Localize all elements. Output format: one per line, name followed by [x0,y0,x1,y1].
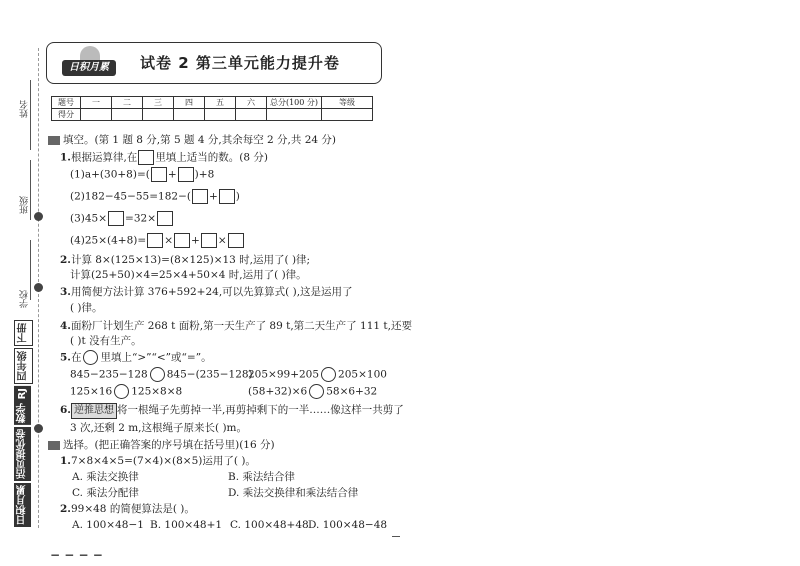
answer-box[interactable] [201,233,217,248]
q6-line2: 3 次,还剩 2 m,这根绳子原来长( )m。 [70,422,247,434]
school-label: 学校 [20,290,30,308]
s2-q1-stem: 1.7×8×4×5=(7×4)×(8×5)运用了( )。 [60,455,256,467]
strip-subject: 数学 RJ [14,386,31,425]
strip-logo: 日积月累 [14,483,31,527]
side-strip [14,320,30,525]
brand-logo [62,46,120,80]
q6-line1: 6. 逆推思想 将一根绳子先剪掉一半,再剪掉剩下的一半……像这样一共剪了 [60,403,404,419]
logo-text: 日积月累 [62,60,116,76]
section-marker-icon [48,441,60,450]
q5-r1-right: 205×99+205 205×100 [248,368,387,381]
class-label: 班级 [20,196,30,214]
q5-r2-left: 125×16 125×8×8 [70,385,183,398]
score-input[interactable] [267,109,322,121]
name-write-line [30,80,31,150]
score-input[interactable] [174,109,205,121]
compare-circle[interactable] [309,384,324,399]
answer-box[interactable] [192,189,208,204]
q1-stem: 1.根据运算律,在 里填上适当的数。(8 分) [60,151,269,164]
answer-box[interactable] [108,211,124,226]
score-input[interactable] [81,109,112,121]
q5-r2-right: (58+32)×6 58×6+32 [248,385,378,398]
compare-circle-icon [83,350,98,365]
q1-line1: (1)a+(30+8)=( + )+8 [70,168,215,181]
strategy-tag: 逆推思想 [71,403,117,419]
answer-box[interactable] [147,233,163,248]
s2-q2-option-b[interactable]: B. 100×48+1 [150,519,223,531]
score-cell: 得分 [52,109,81,121]
score-cell: 一 [81,97,112,109]
binding-hole [34,212,43,221]
answer-box[interactable] [151,167,167,182]
section2-heading: 选择。(把正确答案的序号填在括号里)(16 分) [48,438,275,452]
section1-heading: 填空。(第 1 题 8 分,第 5 题 4 分,其余每空 2 分,共 24 分) [48,133,336,147]
page-title: 试卷 2 第三单元能力提升卷 [140,54,340,72]
score-input[interactable] [322,109,373,121]
class-write-line [30,160,31,220]
score-input[interactable] [112,109,143,121]
score-input[interactable] [143,109,174,121]
name-label: 姓名 [20,100,30,118]
score-cell: 四 [174,97,205,109]
score-table-header-row [52,97,373,109]
q5-stem: 5.在 里填上“>”“<”或“=”。 [60,351,212,364]
answer-box[interactable] [228,233,244,248]
answer-box[interactable] [178,167,194,182]
footer-dashes: − − − − [50,548,103,562]
s2-q2-option-d[interactable]: D. 100×48−48 [308,519,388,531]
compare-circle[interactable] [321,367,336,382]
binding-hole [34,283,43,292]
q2-line1: 2.计算 8×(125×13)=(8×125)×13 时,运用了( )律; [60,254,311,266]
score-cell: 二 [112,97,143,109]
s2-q1-option-c[interactable]: C. 乘法分配律 [72,487,139,499]
s2-q2-option-a[interactable]: A. 100×48−1 [72,519,144,531]
section-marker-icon [48,136,60,145]
answer-box-icon [138,150,154,165]
strip-series: 活页提优卷 [14,427,31,481]
q3-line1: 3.用简便方法计算 376+592+24,可以先算算式( ),这是运用了 [60,286,353,298]
score-table-score-row [52,109,373,121]
q3-line2: ( )律。 [70,302,103,314]
q2-line2: 计算(25+50)×4=25×4+50×4 时,运用了( )律。 [70,269,307,281]
answer-box[interactable] [157,211,173,226]
q4-line2: ( )t 没有生产。 [70,335,142,347]
q1-line2: (2)182−45−55=182−( + ) [70,190,240,203]
s2-q2-stem: 2.99×48 的简便算法是( )。 [60,503,195,515]
school-write-line [30,240,31,300]
s2-q1-option-d[interactable]: D. 乘法交换律和乘法结合律 [228,487,359,499]
s2-q1-option-b[interactable]: B. 乘法结合律 [228,471,295,483]
compare-circle[interactable] [114,384,129,399]
page-corner-mark [392,536,400,537]
score-cell: 题号 [52,97,81,109]
strip-term: 四年级 [14,348,33,384]
q1-line4: (4)25×(4+8)= × + × [70,233,245,248]
score-cell: 总分(100 分) [267,97,322,109]
answer-box[interactable] [219,189,235,204]
binding-hole [34,424,43,433]
score-cell: 六 [236,97,267,109]
q5-r1-left: 845−235−128 845−(235−128) [70,368,253,381]
score-cell: 等级 [322,97,373,109]
score-input[interactable] [236,109,267,121]
s2-q2-option-c[interactable]: C. 100×48+48 [230,519,309,531]
answer-box[interactable] [174,233,190,248]
s2-q1-option-a[interactable]: A. 乘法交换律 [72,471,139,483]
q4-line1: 4.面粉厂计划生产 268 t 面粉,第一天生产了 89 t,第二天生产了 111 t,还要 [60,320,412,332]
score-input[interactable] [205,109,236,121]
score-cell: 三 [143,97,174,109]
compare-circle[interactable] [150,367,165,382]
score-table [51,96,373,121]
score-cell: 五 [205,97,236,109]
q1-line3: (3)45× =32× [70,211,174,226]
strip-grade: 下册 [14,320,33,346]
